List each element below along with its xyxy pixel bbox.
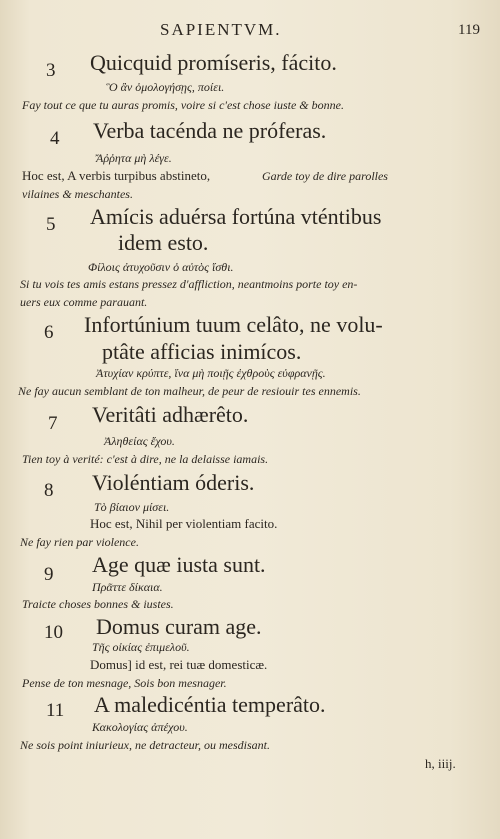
latin-maxim: Domus curam age. (96, 614, 262, 639)
latin-maxim: Verba tacénda ne próferas. (93, 118, 327, 143)
french-translation-cont: uers eux comme parauant. (20, 295, 148, 309)
latin-maxim: Age quæ iusta sunt. (92, 552, 266, 577)
latin-maxim: Quicquid promíseris, fácito. (90, 50, 337, 75)
latin-maxim: A maledicéntia temperâto. (94, 692, 326, 717)
greek-maxim: Πρᾶττε δίκαια. (92, 580, 163, 594)
entry-number: 9 (44, 564, 54, 585)
french-translation: Ne fay rien par violence. (20, 535, 139, 549)
entry-number: 5 (46, 214, 56, 235)
french-translation: Traicte choses bonnes & iustes. (22, 597, 174, 611)
latin-gloss: Hoc est, A verbis turpibus abstineto, (22, 168, 211, 183)
french-translation: Ne fay aucun semblant de ton malheur, de peur de resiouir tes ennemis. (18, 384, 361, 398)
greek-maxim: Φίλοις ἀτυχοῦσιν ὁ αὐτὸς ἴσθι. (88, 260, 234, 274)
latin-maxim: Violéntiam óderis. (92, 470, 255, 495)
greek-maxim: Ἀληθείας ἔχου. (104, 434, 175, 448)
french-translation: Garde toy de dire parolles (262, 169, 388, 183)
latin-maxim-cont: idem esto. (118, 230, 209, 255)
entry-number: 10 (44, 622, 63, 643)
signature-mark: h, iiij. (425, 756, 456, 771)
entry-number: 3 (46, 60, 56, 81)
entry-number: 6 (44, 322, 54, 343)
latin-gloss: Hoc est, Nihil per violentiam facito. (90, 516, 278, 531)
greek-maxim: Τὸ βίαιον μίσει. (94, 500, 170, 514)
french-translation: Pense de ton mesnage, Sois bon mesnager. (22, 676, 227, 690)
latin-maxim: Infortúnium tuum celâto, ne volu- (84, 312, 383, 337)
entry-number: 4 (50, 128, 60, 149)
latin-maxim: Amícis aduérsa fortúna vténtibus (90, 204, 382, 229)
greek-maxim: Ὃ ἂν ὁμολογήσῃς, ποίει. (106, 80, 225, 94)
entry-number: 7 (48, 413, 58, 434)
entry-number: 11 (46, 700, 65, 721)
page-number: 119 (458, 22, 480, 38)
french-translation: Fay tout ce que tu auras promis, voire si c'est chose iuste & bonne. (22, 98, 344, 112)
latin-gloss: Domus] id est, rei tuæ domesticæ. (90, 657, 268, 672)
latin-maxim-cont: ptâte afficias inimícos. (102, 339, 302, 364)
french-translation: Ne sois point iniurieux, ne detracteur, ou mesdisant. (20, 738, 270, 752)
greek-maxim: Τῆς οἰκίας ἐπιμελοῦ. (92, 640, 190, 654)
greek-maxim: Κακολογίας ἀπέχου. (92, 720, 188, 734)
latin-maxim: Veritâti adhærêto. (92, 402, 249, 427)
greek-maxim: Ἀτυχίαν κρύπτε, ἵνα μὴ ποιῇς ἐχθροὺς εὐφρανῇς. (96, 366, 326, 380)
entry-number: 8 (44, 480, 54, 501)
french-translation: Si tu vois tes amis estans pressez d'affliction, neantmoins porte toy en- (20, 277, 358, 291)
french-translation: Tien toy à verité: c'est à dire, ne la delaisse iamais. (22, 452, 269, 466)
greek-maxim: Ἄῤῥητα μὴ λέγε. (96, 151, 172, 165)
french-translation-cont: vilaines & meschantes. (22, 187, 133, 201)
running-title: SAPIENTVM. (160, 20, 282, 39)
